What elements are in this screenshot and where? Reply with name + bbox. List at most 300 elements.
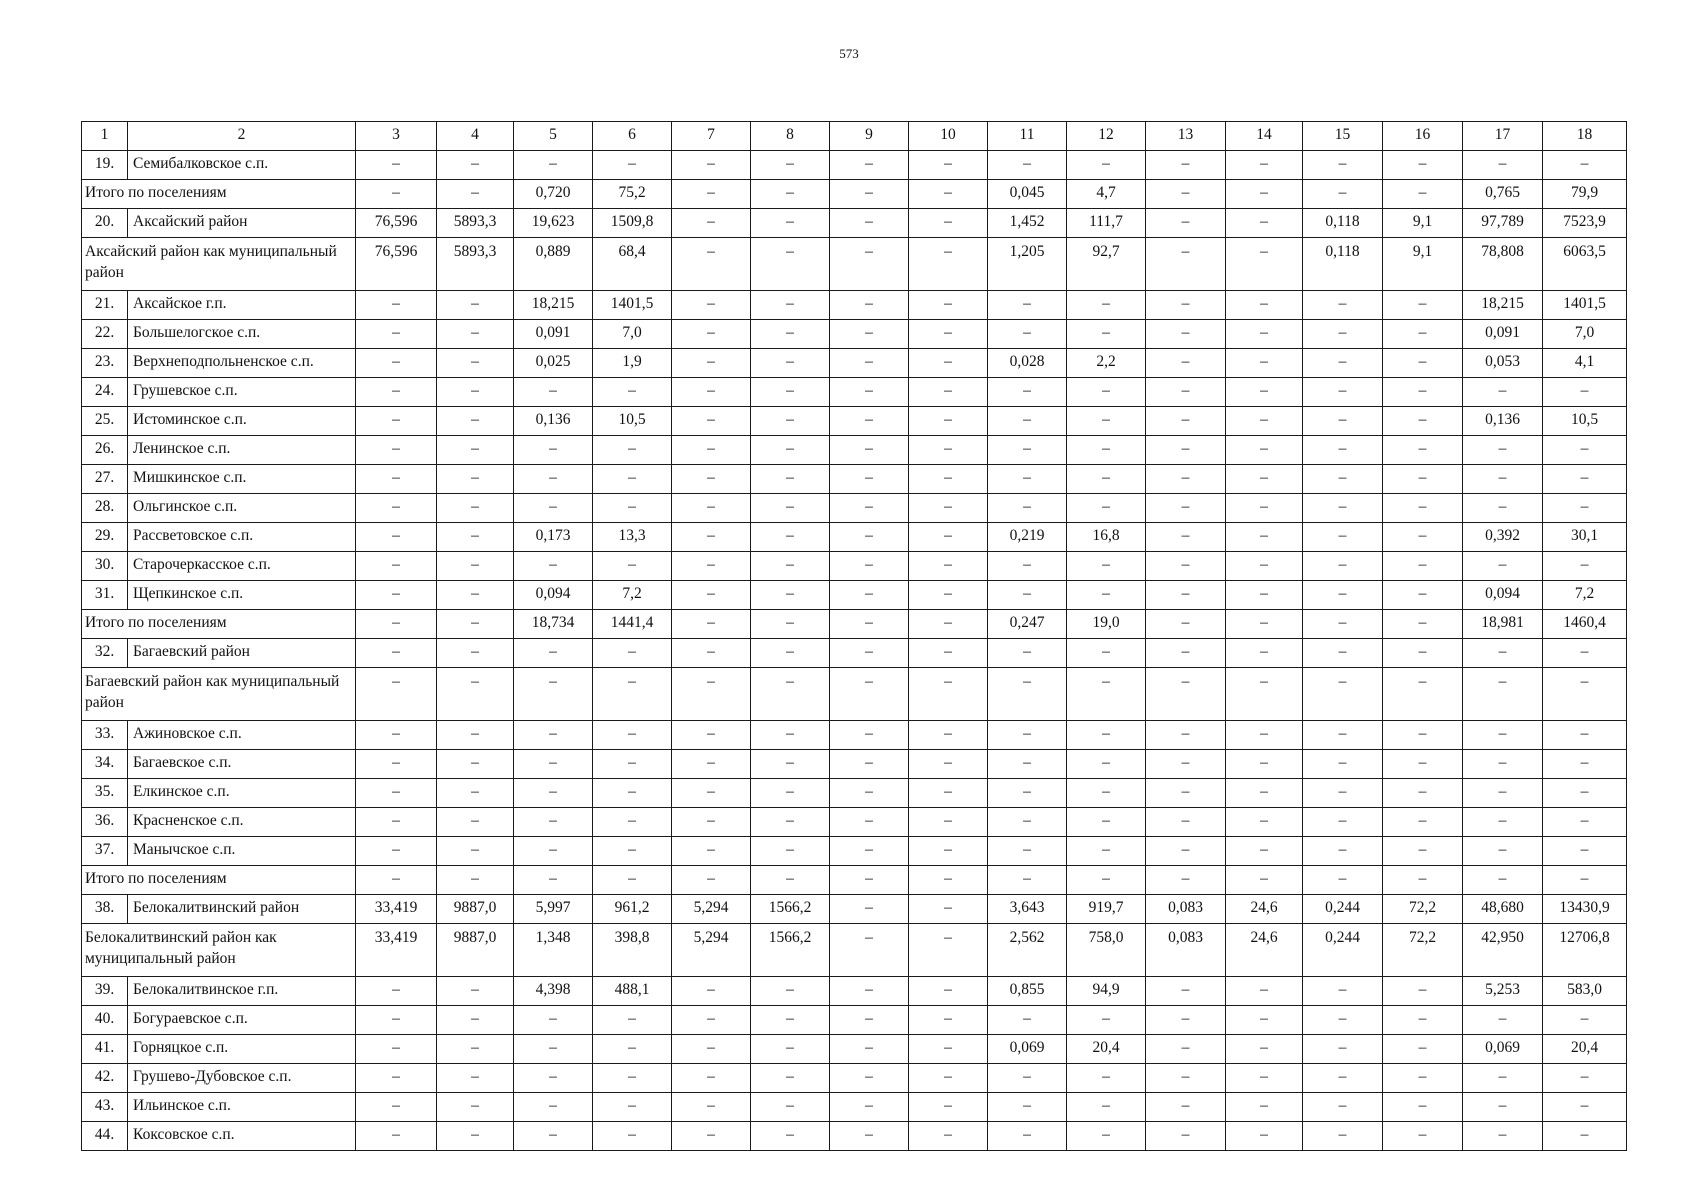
value-cell: – [1303, 668, 1383, 721]
value-cell: – [437, 1006, 514, 1035]
value-cell: 0,765 [1463, 180, 1543, 209]
row-number: 27. [82, 465, 128, 494]
value-cell: – [751, 407, 830, 436]
value-cell: – [1383, 465, 1463, 494]
table-row [82, 750, 1627, 779]
value-cell: – [988, 494, 1067, 523]
value-cell: 758,0 [1067, 924, 1146, 977]
value-cell: – [1543, 837, 1627, 866]
value-cell: – [593, 494, 672, 523]
value-cell: 111,7 [1067, 209, 1146, 238]
row-number: 23. [82, 349, 128, 378]
value-cell: – [1146, 1035, 1226, 1064]
value-cell: – [1226, 1093, 1303, 1122]
value-cell: 1441,4 [593, 610, 672, 639]
value-cell: – [830, 721, 909, 750]
row-name: Грушево-Дубовское с.п. [128, 1064, 356, 1093]
value-cell: – [1463, 378, 1543, 407]
row-number: 36. [82, 808, 128, 837]
row-name: Старочеркасское с.п. [128, 552, 356, 581]
value-cell: – [1067, 721, 1146, 750]
value-cell: 0,069 [1463, 1035, 1543, 1064]
row-name: Аксайское г.п. [128, 291, 356, 320]
value-cell: – [909, 837, 988, 866]
value-cell: – [672, 668, 751, 721]
value-cell: 68,4 [593, 238, 672, 291]
value-cell: – [988, 291, 1067, 320]
value-cell: – [1146, 465, 1226, 494]
value-cell: – [1303, 465, 1383, 494]
value-cell: 79,9 [1543, 180, 1627, 209]
value-cell: – [514, 378, 593, 407]
value-cell: – [1543, 494, 1627, 523]
value-cell: – [830, 523, 909, 552]
value-cell: – [1383, 378, 1463, 407]
value-cell: 1509,8 [593, 209, 672, 238]
table-row-subtotal [82, 180, 1627, 209]
table-row [82, 895, 1627, 924]
value-cell: – [356, 721, 437, 750]
value-cell: – [437, 1093, 514, 1122]
value-cell: – [1226, 291, 1303, 320]
value-cell: – [1226, 1064, 1303, 1093]
value-cell: 2,562 [988, 924, 1067, 977]
value-cell: – [437, 291, 514, 320]
value-cell: – [672, 1093, 751, 1122]
value-cell: 42,950 [1463, 924, 1543, 977]
value-cell: – [751, 349, 830, 378]
row-name: Богураевское с.п. [128, 1006, 356, 1035]
row-name: Ажиновское с.п. [128, 721, 356, 750]
value-cell: – [1226, 378, 1303, 407]
value-cell: 5,294 [672, 895, 751, 924]
value-cell: – [1226, 180, 1303, 209]
row-number: 41. [82, 1035, 128, 1064]
value-cell: – [830, 238, 909, 291]
value-cell: – [909, 581, 988, 610]
header-cell: 14 [1226, 122, 1303, 151]
value-cell: – [514, 436, 593, 465]
row-number: 29. [82, 523, 128, 552]
table-row-subtotal [82, 610, 1627, 639]
value-cell: 583,0 [1543, 977, 1627, 1006]
value-cell: – [909, 668, 988, 721]
value-cell: – [1303, 977, 1383, 1006]
value-cell: – [356, 639, 437, 668]
value-cell: – [830, 977, 909, 1006]
value-cell: – [1543, 552, 1627, 581]
value-cell: 0,118 [1303, 209, 1383, 238]
value-cell: – [1146, 721, 1226, 750]
value-cell: – [672, 837, 751, 866]
row-number: 44. [82, 1122, 128, 1151]
value-cell: – [437, 668, 514, 721]
row-name: Ольгинское с.п. [128, 494, 356, 523]
value-cell: 9887,0 [437, 924, 514, 977]
value-cell: 20,4 [1067, 1035, 1146, 1064]
value-cell: – [1463, 639, 1543, 668]
value-cell: – [1067, 581, 1146, 610]
value-cell: 33,419 [356, 895, 437, 924]
value-cell: – [1383, 436, 1463, 465]
row-number: 32. [82, 639, 128, 668]
value-cell: – [1463, 866, 1543, 895]
value-cell: – [437, 1035, 514, 1064]
value-cell: – [830, 407, 909, 436]
value-cell: – [830, 494, 909, 523]
value-cell: – [1146, 436, 1226, 465]
value-cell: 1,9 [593, 349, 672, 378]
value-cell: – [1146, 238, 1226, 291]
value-cell: – [1303, 151, 1383, 180]
value-cell: – [1303, 349, 1383, 378]
value-cell: – [356, 668, 437, 721]
value-cell: – [909, 639, 988, 668]
value-cell: – [1067, 779, 1146, 808]
value-cell: 0,392 [1463, 523, 1543, 552]
value-cell: – [988, 407, 1067, 436]
value-cell: – [1226, 465, 1303, 494]
value-cell: – [909, 610, 988, 639]
value-cell: – [437, 779, 514, 808]
row-name: Большелогское с.п. [128, 320, 356, 349]
row-name: Истоминское с.п. [128, 407, 356, 436]
value-cell: – [751, 1064, 830, 1093]
value-cell: 0,855 [988, 977, 1067, 1006]
value-cell: – [514, 808, 593, 837]
header-cell: 9 [830, 122, 909, 151]
value-cell: – [830, 349, 909, 378]
value-cell: – [909, 1006, 988, 1035]
value-cell: – [672, 291, 751, 320]
value-cell: – [751, 291, 830, 320]
value-cell: – [1383, 837, 1463, 866]
value-cell: – [514, 1064, 593, 1093]
value-cell: – [514, 552, 593, 581]
value-cell: – [830, 151, 909, 180]
value-cell: – [514, 1122, 593, 1151]
value-cell: – [909, 494, 988, 523]
value-cell: – [1067, 151, 1146, 180]
value-cell: – [1303, 1093, 1383, 1122]
value-cell: – [830, 779, 909, 808]
value-cell: – [1303, 610, 1383, 639]
value-cell: – [909, 465, 988, 494]
value-cell: – [672, 866, 751, 895]
value-cell: – [1383, 523, 1463, 552]
value-cell: – [751, 866, 830, 895]
value-cell: – [1226, 552, 1303, 581]
value-cell: – [1383, 866, 1463, 895]
value-cell: – [356, 291, 437, 320]
value-cell: 4,398 [514, 977, 593, 1006]
value-cell: – [988, 436, 1067, 465]
value-cell: 1401,5 [1543, 291, 1627, 320]
row-number: 38. [82, 895, 128, 924]
value-cell: – [751, 436, 830, 465]
value-cell: – [514, 866, 593, 895]
value-cell: – [1226, 320, 1303, 349]
value-cell: – [988, 552, 1067, 581]
value-cell: – [437, 977, 514, 1006]
value-cell: – [437, 465, 514, 494]
value-cell: – [672, 552, 751, 581]
value-cell: 18,981 [1463, 610, 1543, 639]
row-name: Багаевский район [128, 639, 356, 668]
value-cell: – [909, 552, 988, 581]
value-cell: – [1303, 180, 1383, 209]
value-cell: 78,808 [1463, 238, 1543, 291]
value-cell: – [1226, 407, 1303, 436]
value-cell: – [593, 465, 672, 494]
value-cell: – [514, 1006, 593, 1035]
row-number: 30. [82, 552, 128, 581]
value-cell: – [1383, 1006, 1463, 1035]
value-cell: – [1303, 779, 1383, 808]
value-cell: – [1226, 151, 1303, 180]
value-cell: – [830, 924, 909, 977]
value-cell: – [593, 151, 672, 180]
value-cell: – [988, 837, 1067, 866]
value-cell: – [356, 581, 437, 610]
row-number: 34. [82, 750, 128, 779]
table-row [82, 779, 1627, 808]
value-cell: 6063,5 [1543, 238, 1627, 291]
value-cell: – [909, 924, 988, 977]
value-cell: 16,8 [1067, 523, 1146, 552]
header-cell: 4 [437, 122, 514, 151]
value-cell: – [988, 1122, 1067, 1151]
value-cell: – [751, 610, 830, 639]
value-cell: – [751, 465, 830, 494]
value-cell: – [1383, 151, 1463, 180]
table-body [82, 122, 1627, 1151]
value-cell: – [1146, 407, 1226, 436]
value-cell: – [909, 523, 988, 552]
value-cell: 0,219 [988, 523, 1067, 552]
table-row-subtotal [82, 866, 1627, 895]
row-number: 40. [82, 1006, 128, 1035]
value-cell: – [1226, 523, 1303, 552]
value-cell: – [1067, 1093, 1146, 1122]
value-cell: – [1146, 494, 1226, 523]
value-cell: – [1067, 750, 1146, 779]
value-cell: – [751, 1122, 830, 1151]
value-cell: – [751, 977, 830, 1006]
value-cell: – [356, 180, 437, 209]
value-cell: – [988, 750, 1067, 779]
row-label: Аксайский район как муниципальный район [82, 238, 356, 291]
value-cell: – [909, 1122, 988, 1151]
value-cell: – [1067, 378, 1146, 407]
value-cell: – [593, 1035, 672, 1064]
value-cell: – [593, 808, 672, 837]
value-cell: – [1463, 808, 1543, 837]
value-cell: – [1146, 552, 1226, 581]
header-cell: 15 [1303, 122, 1383, 151]
table-row [82, 721, 1627, 750]
value-cell: – [356, 320, 437, 349]
value-cell: – [1383, 1035, 1463, 1064]
row-name: Багаевское с.п. [128, 750, 356, 779]
row-name: Красненское с.п. [128, 808, 356, 837]
value-cell: – [830, 837, 909, 866]
value-cell: – [1226, 808, 1303, 837]
table-row [82, 1064, 1627, 1093]
row-number: 37. [82, 837, 128, 866]
value-cell: 0,091 [514, 320, 593, 349]
value-cell: 48,680 [1463, 895, 1543, 924]
value-cell: – [672, 436, 751, 465]
value-cell: – [1383, 180, 1463, 209]
value-cell: – [1543, 808, 1627, 837]
table-row [82, 639, 1627, 668]
value-cell: – [1067, 407, 1146, 436]
row-name: Горняцкое с.п. [128, 1035, 356, 1064]
value-cell: – [988, 779, 1067, 808]
value-cell: – [988, 721, 1067, 750]
value-cell: – [909, 866, 988, 895]
value-cell: – [1383, 494, 1463, 523]
value-cell: – [437, 407, 514, 436]
value-cell: – [1067, 866, 1146, 895]
value-cell: 0,889 [514, 238, 593, 291]
value-cell: – [1067, 436, 1146, 465]
table-row [82, 1035, 1627, 1064]
value-cell: – [672, 1006, 751, 1035]
value-cell: – [593, 750, 672, 779]
value-cell: – [1463, 465, 1543, 494]
table-row-subtotal [82, 238, 1627, 291]
value-cell: – [830, 895, 909, 924]
row-name: Белокалитвинский район [128, 895, 356, 924]
header-cell: 5 [514, 122, 593, 151]
value-cell: 0,247 [988, 610, 1067, 639]
value-cell: – [751, 494, 830, 523]
row-name: Ильинское с.п. [128, 1093, 356, 1122]
value-cell: 3,643 [988, 895, 1067, 924]
value-cell: – [1226, 1035, 1303, 1064]
value-cell: – [1303, 291, 1383, 320]
value-cell: 0,720 [514, 180, 593, 209]
value-cell: – [437, 320, 514, 349]
value-cell: – [1146, 523, 1226, 552]
value-cell: – [1146, 837, 1226, 866]
value-cell: – [751, 1035, 830, 1064]
table-row-subtotal [82, 924, 1627, 977]
value-cell: – [437, 349, 514, 378]
value-cell: – [1146, 291, 1226, 320]
value-cell: – [672, 320, 751, 349]
value-cell: – [830, 1064, 909, 1093]
header-cell: 2 [128, 122, 356, 151]
value-cell: – [356, 436, 437, 465]
value-cell: – [1146, 320, 1226, 349]
value-cell: – [830, 668, 909, 721]
value-cell: – [751, 180, 830, 209]
value-cell: 1,205 [988, 238, 1067, 291]
value-cell: – [593, 1006, 672, 1035]
value-cell: – [356, 523, 437, 552]
value-cell: – [1383, 977, 1463, 1006]
value-cell: 1401,5 [593, 291, 672, 320]
value-cell: 0,136 [1463, 407, 1543, 436]
value-cell: – [514, 1035, 593, 1064]
value-cell: – [1303, 750, 1383, 779]
value-cell: – [830, 320, 909, 349]
value-cell: – [437, 639, 514, 668]
value-cell: – [830, 1093, 909, 1122]
value-cell: – [830, 552, 909, 581]
value-cell: – [1383, 407, 1463, 436]
value-cell: – [988, 866, 1067, 895]
value-cell: – [1463, 494, 1543, 523]
value-cell: – [1146, 639, 1226, 668]
value-cell: – [1303, 837, 1383, 866]
header-cell: 16 [1383, 122, 1463, 151]
row-number: 31. [82, 581, 128, 610]
value-cell: – [1226, 494, 1303, 523]
value-cell: 5893,3 [437, 209, 514, 238]
value-cell: – [672, 581, 751, 610]
value-cell: – [1543, 721, 1627, 750]
value-cell: – [1146, 180, 1226, 209]
value-cell: – [1146, 668, 1226, 721]
value-cell: 0,083 [1146, 895, 1226, 924]
table-row [82, 1093, 1627, 1122]
value-cell: – [909, 291, 988, 320]
value-cell: – [1303, 378, 1383, 407]
value-cell: – [1226, 668, 1303, 721]
table-row [82, 436, 1627, 465]
row-number: 26. [82, 436, 128, 465]
row-number: 28. [82, 494, 128, 523]
value-cell: 0,083 [1146, 924, 1226, 977]
value-cell: – [356, 837, 437, 866]
value-cell: – [1543, 1122, 1627, 1151]
value-cell: – [672, 378, 751, 407]
value-cell: – [437, 581, 514, 610]
value-cell: – [356, 494, 437, 523]
value-cell: – [830, 750, 909, 779]
value-cell: – [356, 407, 437, 436]
row-number: 24. [82, 378, 128, 407]
value-cell: – [356, 808, 437, 837]
value-cell: – [830, 1122, 909, 1151]
value-cell: 10,5 [1543, 407, 1627, 436]
table-row [82, 523, 1627, 552]
value-cell: – [1226, 581, 1303, 610]
row-number: 21. [82, 291, 128, 320]
value-cell: – [1067, 1122, 1146, 1151]
value-cell: – [1067, 465, 1146, 494]
value-cell: – [1146, 349, 1226, 378]
value-cell: – [1146, 1064, 1226, 1093]
value-cell: – [514, 779, 593, 808]
value-cell: – [1303, 407, 1383, 436]
value-cell: – [437, 866, 514, 895]
value-cell: – [1463, 779, 1543, 808]
value-cell: – [593, 436, 672, 465]
value-cell: 0,136 [514, 407, 593, 436]
value-cell: – [1303, 1035, 1383, 1064]
value-cell: – [830, 1006, 909, 1035]
value-cell: – [437, 1064, 514, 1093]
value-cell: – [1226, 209, 1303, 238]
value-cell: – [1543, 779, 1627, 808]
value-cell: 24,6 [1226, 895, 1303, 924]
value-cell: – [356, 1006, 437, 1035]
